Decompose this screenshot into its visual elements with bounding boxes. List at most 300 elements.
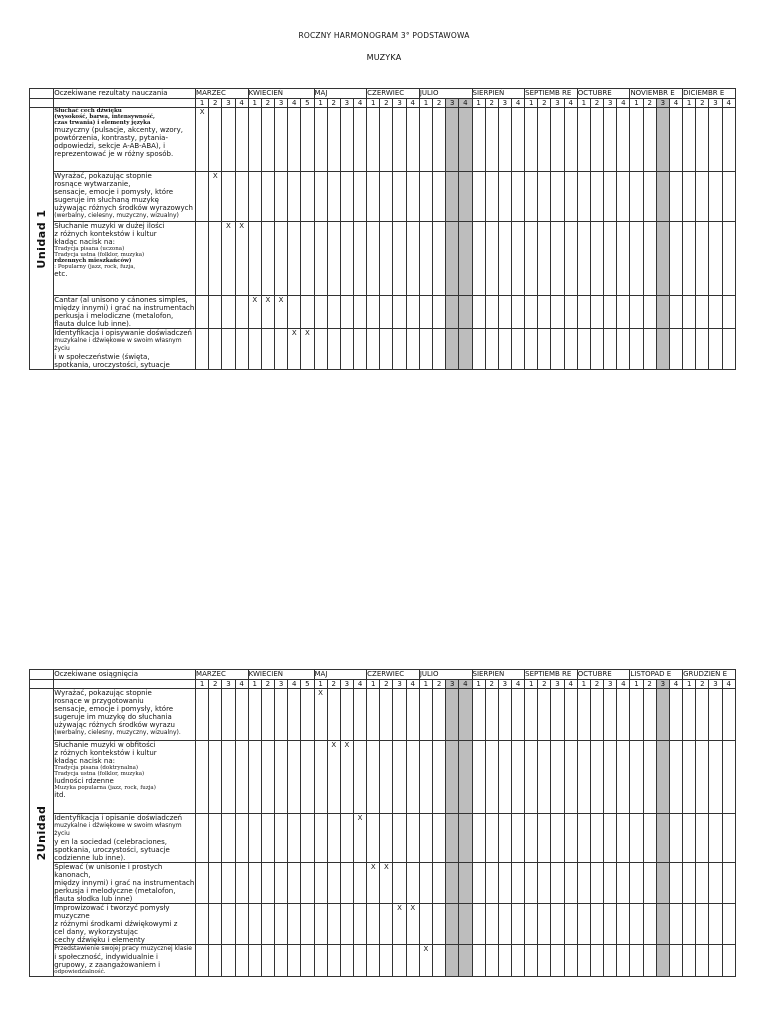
schedule-cell <box>590 296 603 329</box>
description-line: spotkania, uroczystości, sytuacje <box>54 846 170 854</box>
schedule-cell <box>511 863 524 904</box>
description-line: z różnych kontekstów i kultur <box>54 749 157 757</box>
schedule-cell <box>498 863 511 904</box>
month-label: JULIO <box>419 89 472 99</box>
schedule-cell <box>393 945 406 977</box>
schedule-cell <box>498 296 511 329</box>
schedule-cell <box>432 863 445 904</box>
activity-row <box>30 741 736 814</box>
schedule-cell <box>709 329 722 370</box>
week-number: 2 <box>590 99 603 108</box>
description-line: itd. <box>54 791 66 799</box>
week-number: 2 <box>485 99 498 108</box>
schedule-cell <box>235 945 248 977</box>
schedule-cell <box>459 108 472 172</box>
empty-cell <box>30 99 54 108</box>
week-number: 3 <box>551 680 564 689</box>
description-line: między innymi) i grać na instrumentach <box>54 879 195 887</box>
schedule-cell <box>656 814 669 863</box>
schedule-cell <box>577 222 590 296</box>
schedule-cell <box>432 904 445 945</box>
week-number: 4 <box>722 99 735 108</box>
week-number: 2 <box>485 680 498 689</box>
schedule-cell <box>380 945 393 977</box>
schedule-cell <box>446 741 459 814</box>
week-number: 4 <box>288 680 301 689</box>
schedule-cell <box>696 222 709 296</box>
schedule-cell <box>604 945 617 977</box>
schedule-cell <box>248 329 261 370</box>
schedule-cell <box>604 329 617 370</box>
description-line: Przedstawienie swojej pracy muzycznej klasie <box>54 945 192 952</box>
schedule-cell <box>604 863 617 904</box>
schedule-cell <box>367 296 380 329</box>
schedule-cell <box>340 814 353 863</box>
schedule-cell <box>498 814 511 863</box>
schedule-cell <box>709 108 722 172</box>
activity-description <box>54 863 196 904</box>
schedule-cell <box>511 296 524 329</box>
schedule-cell <box>248 108 261 172</box>
schedule-cell <box>538 741 551 814</box>
week-number: 3 <box>222 680 235 689</box>
schedule-cell <box>604 814 617 863</box>
schedule-cell <box>301 222 314 296</box>
schedule-cell <box>314 814 327 863</box>
schedule-cell <box>630 296 643 329</box>
schedule-cell <box>459 329 472 370</box>
schedule-cell <box>722 863 735 904</box>
schedule-cell <box>564 329 577 370</box>
schedule-cell <box>643 329 656 370</box>
schedule-cell <box>419 863 432 904</box>
schedule-cell <box>617 904 630 945</box>
month-label: CZERWIEC <box>367 89 420 99</box>
schedule-cell <box>419 689 432 741</box>
schedule-cell <box>590 172 603 222</box>
schedule-cell <box>393 222 406 296</box>
schedule-cell <box>393 172 406 222</box>
schedule-cell <box>525 741 538 814</box>
schedule-mark: X <box>340 741 353 814</box>
month-label: MARZEC <box>196 89 249 99</box>
schedule-cell <box>472 108 485 172</box>
schedule-cell <box>301 172 314 222</box>
schedule-mark: X <box>353 814 366 863</box>
week-number: 1 <box>525 680 538 689</box>
schedule-cell <box>353 741 366 814</box>
schedule-cell <box>419 814 432 863</box>
week-number: 1 <box>314 99 327 108</box>
schedule-cell <box>551 329 564 370</box>
week-number: 1 <box>577 99 590 108</box>
activity-description <box>54 741 196 814</box>
schedule-cell <box>380 172 393 222</box>
schedule-cell <box>433 296 446 329</box>
schedule-cell <box>683 296 696 329</box>
schedule-cell <box>538 108 551 172</box>
week-number: 1 <box>419 99 432 108</box>
schedule-cell <box>340 296 353 329</box>
schedule-cell <box>551 108 564 172</box>
schedule-cell <box>235 172 248 222</box>
schedule-cell <box>327 329 340 370</box>
schedule-cell <box>485 814 498 863</box>
schedule-cell <box>683 172 696 222</box>
week-number: 4 <box>617 680 630 689</box>
description-line: Słuchanie muzyki w obfitości <box>54 741 156 749</box>
schedule-cell <box>248 689 261 741</box>
week-number: 4 <box>235 99 248 108</box>
week-number: 4 <box>353 99 366 108</box>
unit-label: 2Unidad <box>34 805 48 860</box>
schedule-cell <box>196 689 209 741</box>
month-label: OCTUBRE <box>577 89 630 99</box>
schedule-cell <box>433 329 446 370</box>
schedule-cell <box>538 814 551 863</box>
schedule-cell <box>551 172 564 222</box>
schedule-cell <box>511 108 524 172</box>
schedule-cell <box>380 108 393 172</box>
schedule-cell <box>340 945 353 977</box>
schedule-cell <box>617 814 630 863</box>
description-line: sugeruje im słuchaną muzykę <box>54 196 159 204</box>
description-line: ludności rdzenne <box>54 777 114 785</box>
month-label: OCTUBRE <box>577 670 630 680</box>
schedule-cell <box>669 904 682 945</box>
schedule-cell <box>446 222 459 296</box>
schedule-cell <box>301 945 314 977</box>
schedule-cell <box>683 904 696 945</box>
schedule-cell <box>353 689 366 741</box>
schedule-cell <box>656 296 669 329</box>
schedule-cell <box>590 904 603 945</box>
schedule-cell <box>669 222 682 296</box>
schedule-mark: X <box>196 108 209 172</box>
schedule-cell <box>669 741 682 814</box>
schedule-cell <box>380 296 393 329</box>
schedule-cell <box>235 863 248 904</box>
week-number: 4 <box>564 680 577 689</box>
schedule-cell <box>551 222 564 296</box>
schedule-cell <box>261 814 274 863</box>
week-number: 3 <box>446 99 459 108</box>
schedule-cell <box>485 108 498 172</box>
schedule-cell <box>656 689 669 741</box>
schedule-mark: X <box>209 172 222 222</box>
corner-cell <box>30 670 54 680</box>
schedule-cell <box>301 863 314 904</box>
description-line: rosnące wytwarzanie, <box>54 180 131 188</box>
schedule-cell <box>590 329 603 370</box>
schedule-cell <box>551 689 564 741</box>
schedule-cell <box>577 863 590 904</box>
schedule-cell <box>564 863 577 904</box>
schedule-cell <box>406 222 419 296</box>
schedule-cell <box>630 945 643 977</box>
schedule-cell <box>248 945 261 977</box>
schedule-cell <box>472 945 485 977</box>
schedule-cell <box>656 945 669 977</box>
week-number: 3 <box>656 99 669 108</box>
schedule-cell <box>472 863 485 904</box>
schedule-cell <box>248 863 261 904</box>
description-line: muzykalne i dźwiękowe w swoim własnym życiu <box>54 822 182 837</box>
schedule-cell <box>446 329 459 370</box>
schedule-cell <box>709 814 722 863</box>
schedule-cell <box>459 741 472 814</box>
schedule-cell <box>643 689 656 741</box>
schedule-cell <box>380 814 393 863</box>
schedule-cell <box>525 172 538 222</box>
description-line: cechy dźwięku i elementy <box>54 936 145 944</box>
schedule-cell <box>604 296 617 329</box>
schedule-cell <box>498 108 511 172</box>
schedule-cell <box>696 329 709 370</box>
month-label: CZERWIEC <box>367 670 420 680</box>
schedule-cell <box>327 172 340 222</box>
activity-row <box>30 689 736 741</box>
schedule-cell <box>393 108 406 172</box>
schedule-cell <box>209 904 222 945</box>
page-subtitle: MUZYKA <box>366 53 402 62</box>
week-number: 4 <box>564 99 577 108</box>
schedule-cell <box>393 814 406 863</box>
description-line: (wysokość, barwa, intensywność, <box>54 114 155 120</box>
schedule-cell <box>367 814 380 863</box>
activity-description <box>54 904 196 945</box>
schedule-cell <box>590 814 603 863</box>
activity-row <box>30 296 736 329</box>
schedule-cell <box>314 945 327 977</box>
schedule-cell <box>446 904 459 945</box>
schedule-cell <box>222 814 235 863</box>
schedule-cell <box>380 741 393 814</box>
week-number: 1 <box>630 680 643 689</box>
week-number: 1 <box>577 680 590 689</box>
schedule-cell <box>222 108 235 172</box>
week-number: 2 <box>643 99 656 108</box>
month-label: MARZEC <box>196 670 249 680</box>
schedule-cell <box>353 863 366 904</box>
schedule-cell <box>538 329 551 370</box>
schedule-cell <box>669 108 682 172</box>
schedule-cell <box>274 945 287 977</box>
schedule-cell <box>604 689 617 741</box>
description-line: Identyfikacja i opisywanie doświadczeń <box>54 329 192 337</box>
schedule-cell <box>446 108 459 172</box>
week-number: 3 <box>551 99 564 108</box>
schedule-cell <box>248 904 261 945</box>
schedule-cell <box>485 741 498 814</box>
week-number: 2 <box>209 99 222 108</box>
week-number: 4 <box>406 680 419 689</box>
schedule-cell <box>261 222 274 296</box>
schedule-cell <box>288 741 301 814</box>
schedule-cell <box>485 689 498 741</box>
schedule-cell <box>538 904 551 945</box>
schedule-cell <box>696 689 709 741</box>
schedule-cell <box>656 863 669 904</box>
schedule-cell <box>459 172 472 222</box>
schedule-cell <box>353 172 366 222</box>
week-number: 3 <box>709 99 722 108</box>
schedule-cell <box>340 329 353 370</box>
schedule-cell <box>511 222 524 296</box>
schedule-cell <box>485 904 498 945</box>
schedule-cell <box>446 945 459 977</box>
schedule-cell <box>222 945 235 977</box>
schedule-cell <box>577 172 590 222</box>
week-number: 2 <box>643 680 656 689</box>
schedule-cell <box>709 904 722 945</box>
schedule-cell <box>669 863 682 904</box>
schedule-mark: X <box>288 329 301 370</box>
schedule-cell <box>683 108 696 172</box>
week-number: 4 <box>669 680 682 689</box>
schedule-cell <box>222 329 235 370</box>
month-label: JULIO <box>419 670 472 680</box>
schedule-cell <box>433 172 446 222</box>
schedule-cell <box>538 172 551 222</box>
description-line: Tradycja pisana (doktrynalna) <box>54 765 139 771</box>
schedule-cell <box>248 172 261 222</box>
schedule-cell <box>419 108 432 172</box>
schedule-cell <box>577 741 590 814</box>
schedule-cell <box>511 689 524 741</box>
schedule-cell <box>551 296 564 329</box>
schedule-cell <box>590 108 603 172</box>
schedule-cell <box>643 172 656 222</box>
schedule-cell <box>551 863 564 904</box>
schedule-mark: X <box>301 329 314 370</box>
schedule-cell <box>617 172 630 222</box>
schedule-cell <box>248 741 261 814</box>
schedule-cell <box>696 741 709 814</box>
schedule-cell <box>446 863 459 904</box>
schedule-cell <box>367 172 380 222</box>
schedule-cell <box>709 222 722 296</box>
schedule-cell <box>222 741 235 814</box>
schedule-cell <box>643 904 656 945</box>
week-number: 2 <box>327 680 340 689</box>
activity-row <box>30 814 736 863</box>
schedule-cell <box>630 814 643 863</box>
schedule-cell <box>433 222 446 296</box>
month-label: SEPTIEMB RE <box>525 670 578 680</box>
description-line: spotkania, uroczystości, sytuacje <box>54 361 170 369</box>
month-label: NOVIEMBR E <box>630 89 683 99</box>
schedule-cell <box>314 222 327 296</box>
schedule-cell <box>551 741 564 814</box>
schedule-cell <box>406 814 419 863</box>
schedule-cell <box>235 904 248 945</box>
schedule-cell <box>564 741 577 814</box>
activity-row <box>30 222 736 296</box>
schedule-mark: X <box>222 222 235 296</box>
schedule-mark: X <box>235 222 248 296</box>
schedule-cell <box>459 814 472 863</box>
week-number: 3 <box>393 680 406 689</box>
description-line: z różnymi środkami dźwiękowymi z <box>54 920 178 928</box>
schedule-cell <box>564 904 577 945</box>
schedule-cell <box>564 814 577 863</box>
schedule-cell <box>406 945 419 977</box>
description-line: z różnych kontekstów i kultur <box>54 230 157 238</box>
schedule-cell <box>604 108 617 172</box>
week-number: 4 <box>353 680 366 689</box>
month-label: DICIEMBR E <box>683 89 736 99</box>
schedule-cell <box>656 222 669 296</box>
schedule-cell <box>696 296 709 329</box>
week-number: 2 <box>261 99 274 108</box>
schedule-cell <box>709 172 722 222</box>
schedule-cell <box>274 814 287 863</box>
activity-description <box>54 296 196 329</box>
schedule-cell <box>314 741 327 814</box>
schedule-table-unit-1 <box>29 88 736 370</box>
week-number: 3 <box>498 680 511 689</box>
schedule-cell <box>683 222 696 296</box>
schedule-cell <box>406 863 419 904</box>
activity-description <box>54 814 196 863</box>
schedule-cell <box>301 814 314 863</box>
schedule-cell <box>485 222 498 296</box>
schedule-cell <box>577 108 590 172</box>
schedule-cell <box>288 172 301 222</box>
schedule-cell <box>683 741 696 814</box>
schedule-cell <box>340 222 353 296</box>
description-line: Słuchać cech dźwięku <box>54 108 122 114</box>
schedule-cell <box>630 904 643 945</box>
schedule-mark: X <box>406 904 419 945</box>
schedule-cell <box>327 904 340 945</box>
schedule-cell <box>353 945 366 977</box>
description-line: między innymi) i grać na instrumentach <box>54 304 195 312</box>
schedule-cell <box>367 329 380 370</box>
schedule-cell <box>288 222 301 296</box>
description-line: odpowiedzi, sekcje A-AB-ABA), i <box>54 142 166 150</box>
schedule-cell <box>472 296 485 329</box>
schedule-cell <box>209 741 222 814</box>
activity-description <box>54 172 196 222</box>
empty-cell <box>54 680 196 689</box>
schedule-cell <box>643 863 656 904</box>
schedule-cell <box>617 741 630 814</box>
activity-row <box>30 945 736 977</box>
activity-row <box>30 172 736 222</box>
schedule-cell <box>630 329 643 370</box>
description-line: cel dany, wykorzystując <box>54 928 138 936</box>
schedule-cell <box>288 814 301 863</box>
activity-description <box>54 222 196 296</box>
schedule-cell <box>235 741 248 814</box>
schedule-cell <box>196 329 209 370</box>
schedule-cell <box>617 863 630 904</box>
week-number: 3 <box>709 680 722 689</box>
description-line: używając różnych środków wyrazu <box>54 721 175 729</box>
schedule-cell <box>511 945 524 977</box>
activity-row <box>30 329 736 370</box>
schedule-cell <box>274 222 287 296</box>
schedule-cell <box>327 222 340 296</box>
schedule-cell <box>274 329 287 370</box>
schedule-cell <box>261 329 274 370</box>
schedule-cell <box>248 814 261 863</box>
description-line: Słuchanie muzyki w dużej ilości <box>54 222 165 230</box>
unit-label-cell <box>30 689 54 977</box>
week-number: 3 <box>393 99 406 108</box>
